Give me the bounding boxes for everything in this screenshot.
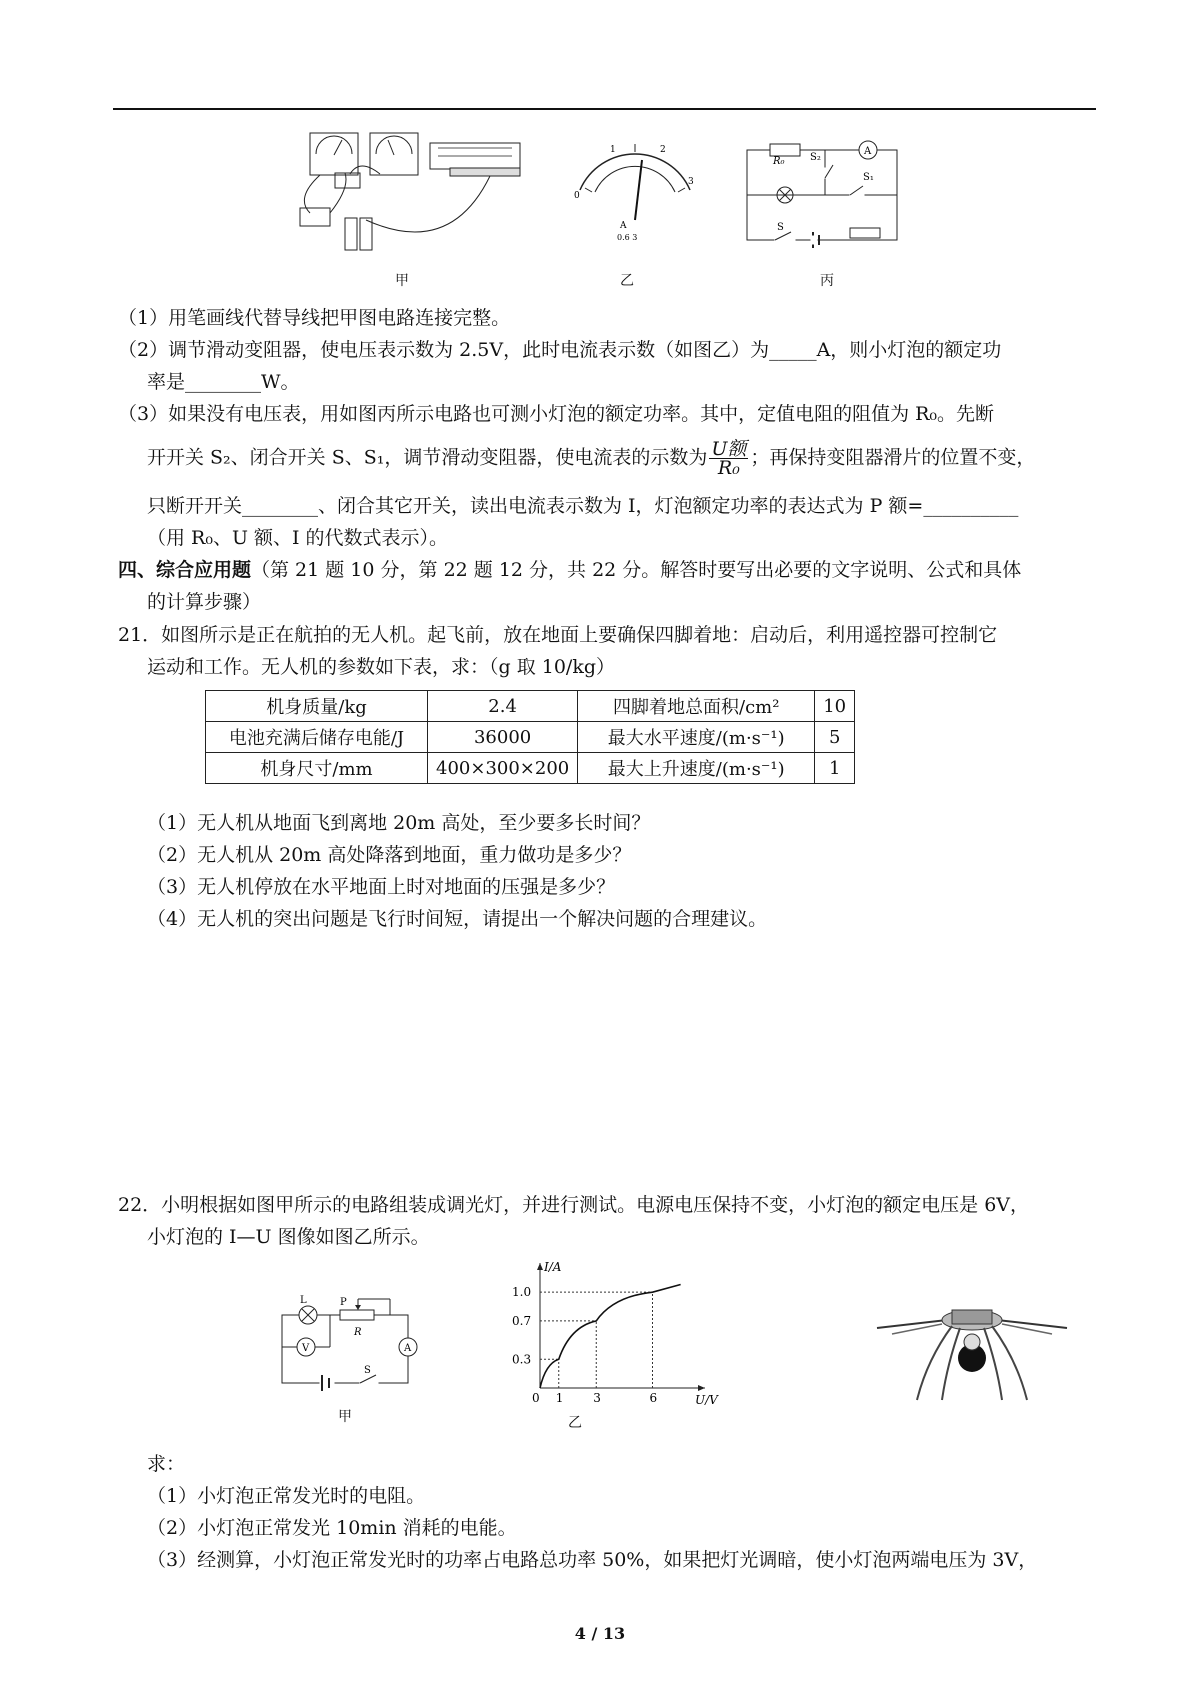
x-tick-label: 6 [649,1391,658,1405]
svg-text:L: L [300,1295,307,1306]
svg-text:R: R [354,1327,362,1338]
section4-desc: （第 21 题 10 分，第 22 题 12 分，共 22 分。解答时要写出必要的文字说明、公式和具体 [251,559,1022,581]
drone-photo [872,1290,1072,1410]
q20-part3-line1: （3）如果没有电压表，用如图丙所示电路也可测小灯泡的额定功率。其中，定值电阻的阻值为 R₀。先断 [118,403,995,425]
table-cell: 36000 [428,722,578,753]
q20-part1: （1）用笔画线代替导线把甲图电路连接完整。 [118,307,511,329]
q20-part2-line2: 率是________W。 [147,371,300,393]
svg-text:A: A [404,1343,412,1354]
figure-bing-circuit [745,140,905,250]
svg-text:S₂: S₂ [810,152,821,163]
section4-line1 [118,558,1021,582]
svg-text:1: 1 [610,145,616,155]
svg-text:A: A [864,146,872,157]
table-row [206,753,855,784]
q20-part3-line4: （用 R₀、U 额、I 的代数式表示）。 [147,527,449,549]
section4-heading: 四、综合应用题 [118,559,252,581]
table-cell: 机身尺寸/mm [206,753,428,784]
fig22-caption-jia: 甲 [338,1409,352,1425]
svg-text:3: 3 [688,177,694,187]
q21-sub3: （3）无人机停放在水平地面上时对地面的压强是多少？ [147,876,616,898]
x-tick-label: 3 [593,1391,601,1405]
table-cell: 电池充满后储存电能/J [206,722,428,753]
header-rule [113,108,1096,110]
caption-jia: 甲 [395,273,409,289]
q22-sub3: （3）经测算，小灯泡正常发光时的功率占电路总功率 50%，如果把灯光调暗，使小灯泡两端电压为 3V， [147,1549,1038,1571]
figure-yi-ammeter [570,140,700,250]
svg-text:R₀: R₀ [773,156,785,167]
svg-text:S: S [777,222,784,233]
svg-text:S: S [364,1365,371,1376]
table-cell: 1 [815,753,855,784]
svg-text:S₁: S₁ [863,172,874,183]
q22-sub1: （1）小灯泡正常发光时的电阻。 [147,1485,426,1507]
table-cell: 10 [815,691,855,722]
q21-sub2: （2）无人机从 20m 高处降落到地面，重力做功是多少？ [147,844,632,866]
y-tick-label: 0.7 [512,1313,532,1328]
fig22-caption-yi: 乙 [568,1415,582,1431]
caption-yi: 乙 [620,273,634,289]
svg-text:P: P [340,1297,347,1308]
table-cell: 最大上升速度/(m·s⁻¹) [578,753,815,784]
q21-line2: 运动和工作。无人机的参数如下表，求：（g 取 10/kg） [147,656,615,678]
y-axis-arrow [537,1263,543,1270]
series-curve [540,1285,681,1389]
x-tick-label: 0 [532,1391,540,1405]
y-tick-label: 0.3 [512,1352,532,1367]
svg-text:2: 2 [660,145,666,155]
table-row [206,722,855,753]
svg-text:V: V [302,1343,310,1354]
figure-jia-dimmer-circuit [270,1295,420,1395]
svg-text:0: 0 [574,191,580,201]
y-axis-label: I/A [544,1260,562,1274]
drone-params-table [205,690,855,784]
q22-sub2: （2）小灯泡正常发光 10min 消耗的电能。 [147,1517,517,1539]
q21-line1: 21．如图所示是正在航拍的无人机。起飞前，放在地面上要确保四脚着地：启动后，利用遥控器可控制它 [118,624,998,646]
fraction-numerator: U额 [711,438,747,460]
page-number: 4 / 13 [574,1624,626,1643]
table-cell: 机身质量/kg [206,691,428,722]
svg-text:0.6 3: 0.6 3 [617,233,638,242]
fraction-denominator: R₀ [717,457,740,479]
x-axis-label: U/V [695,1393,718,1407]
q22-line1: 22．小明根据如图甲所示的电路组装成调光灯，并进行测试。电源电压保持不变，小灯泡的额定电压是 6V， [118,1194,1030,1216]
table-row [206,691,855,722]
q20-part3-line2b: ；再保持变阻器滑片的位置不变， [750,446,1036,469]
table-cell: 5 [815,722,855,753]
table-cell: 最大水平速度/(m·s⁻¹) [578,722,815,753]
svg-text:A: A [620,221,627,231]
q20-part3-line2a: 开开关 S₂、闭合开关 S、S₁，调节滑动变阻器，使电流表的示数为 [147,446,708,469]
x-axis-arrow [698,1385,705,1391]
table-cell: 2.4 [428,691,578,722]
q22-line2: 小灯泡的 I—U 图像如图乙所示。 [147,1226,430,1248]
x-tick-label: 1 [555,1391,564,1405]
q22-qiu: 求： [147,1453,186,1475]
q20-part3-line3: 只断开开关________、闭合其它开关，读出电流表示数为 I，灯泡额定功率的表达式为 P 额=__________ [147,495,1019,517]
iu-graph [510,1260,718,1410]
q20-part3-line2 [147,440,1035,477]
y-tick-label: 1.0 [512,1285,532,1300]
table-cell: 400×300×200 [428,753,578,784]
q21-sub4: （4）无人机的突出问题是飞行时间短，请提出一个解决问题的合理建议。 [147,908,768,930]
caption-bing: 丙 [820,273,834,289]
section4-line2: 的计算步骤） [147,591,262,613]
table-cell: 四脚着地总面积/cm² [578,691,815,722]
q20-part2-line1: （2）调节滑动变阻器，使电压表示数为 2.5V，此时电流表示数（如图乙）为_____A，则小灯泡的额定功 [118,339,1002,361]
q21-sub1: （1）无人机从地面飞到离地 20m 高处，至少要多长时间？ [147,812,651,834]
figure-jia-apparatus [290,128,530,263]
fraction-u-over-r0 [709,440,748,477]
